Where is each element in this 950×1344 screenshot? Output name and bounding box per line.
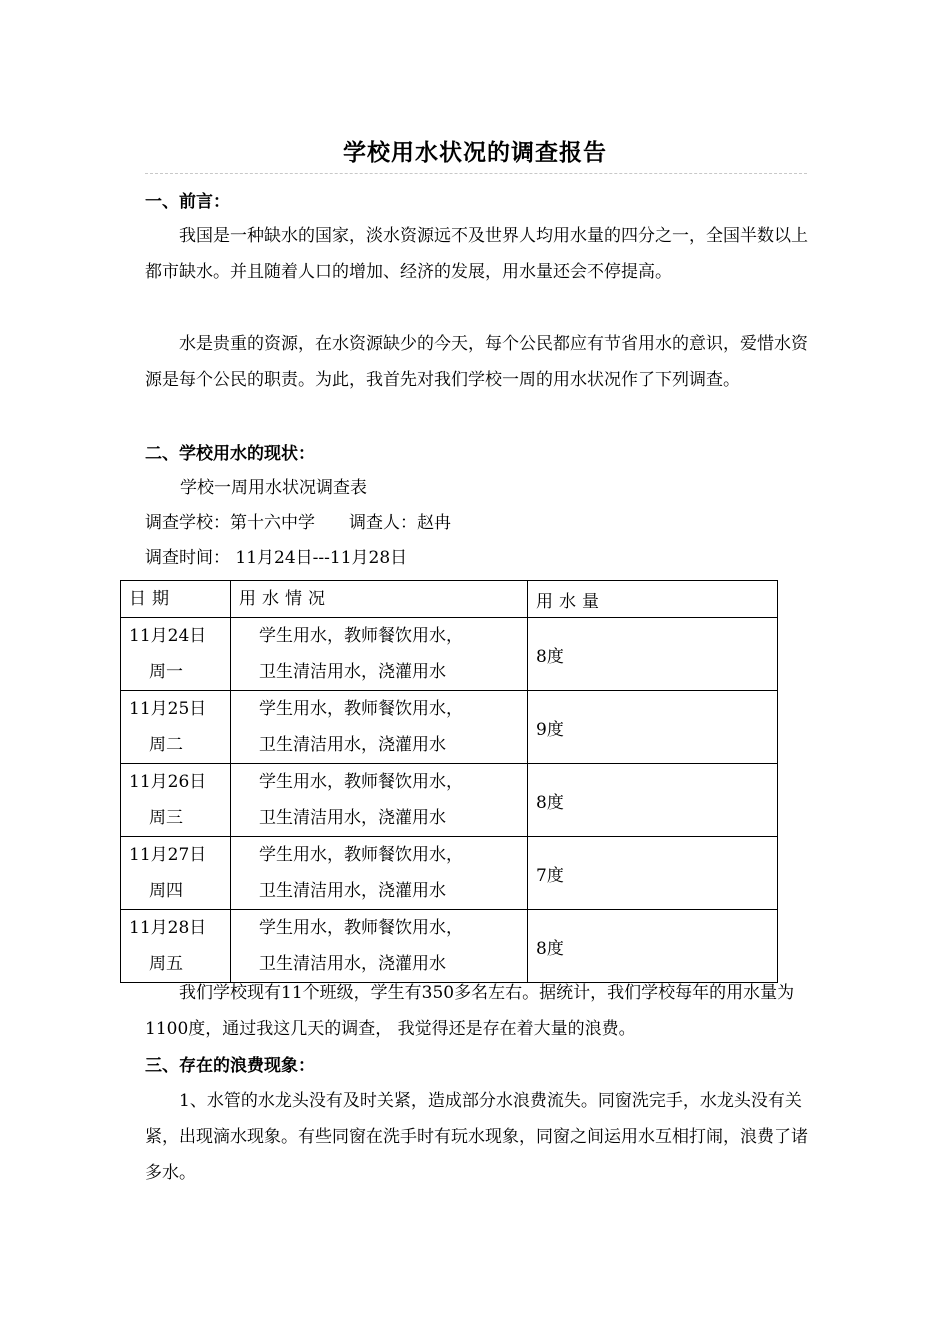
usage-line-2: 卫生清洁用水，浇灌用水 (259, 954, 446, 974)
table-header-row (121, 581, 778, 618)
date-cell (121, 618, 231, 691)
weekday-text: 周三 (149, 808, 183, 828)
weekday-text: 周一 (149, 662, 183, 682)
usage-line-2: 卫生清洁用水，浇灌用水 (259, 881, 446, 901)
amount-cell: 9度 (528, 691, 778, 764)
survey-time-line: 调查时间： 11月24日---11月28日 (145, 548, 408, 568)
usage-line-2: 卫生清洁用水，浇灌用水 (259, 735, 446, 755)
amount-cell: 8度 (528, 618, 778, 691)
usage-cell (231, 691, 528, 764)
date-cell (121, 837, 231, 910)
date-text: 11月27日 (129, 845, 207, 865)
date-cell (121, 910, 231, 983)
title-divider (145, 173, 807, 174)
table-row (121, 837, 778, 910)
date-text: 11月24日 (129, 626, 207, 646)
header-amount: 用水量 (528, 581, 778, 618)
usage-line-1: 学生用水，教师餐饮用水， (259, 918, 463, 938)
survey-school-line: 调查学校：第十六中学 调查人：赵冉 (145, 513, 451, 533)
amount-cell: 8度 (528, 764, 778, 837)
table-row (121, 910, 778, 983)
usage-line-2: 卫生清洁用水，浇灌用水 (259, 808, 446, 828)
table-row (121, 764, 778, 837)
weekday-text: 周四 (149, 881, 183, 901)
weekday-text: 周二 (149, 735, 183, 755)
section2-heading: 二、学校用水的现状： (145, 444, 315, 464)
section1-heading: 一、前言： (145, 192, 230, 212)
usage-line-1: 学生用水，教师餐饮用水， (259, 772, 463, 792)
usage-line-1: 学生用水，教师餐饮用水， (259, 845, 463, 865)
water-usage-table (120, 580, 778, 983)
section2-paragraph-after-table: 我们学校现有11个班级，学生有350多名左右。据统计，我们学校每年的用水量为1100度，通过我这几天的调查， 我觉得还是存在着大量的浪费。 (145, 983, 795, 1039)
usage-line-1: 学生用水，教师餐饮用水， (259, 626, 463, 646)
section1-paragraph-1: 我国是一种缺水的国家，淡水资源远不及世界人均用水量的四分之一，全国半数以上都市缺水。并且随着人口的增加、经济的发展，用水量还会不停提高。 (145, 226, 808, 282)
usage-cell (231, 837, 528, 910)
usage-cell (231, 618, 528, 691)
document-title: 学校用水状况的调查报告 (343, 139, 607, 166)
date-text: 11月26日 (129, 772, 207, 792)
usage-cell (231, 910, 528, 983)
date-text: 11月28日 (129, 918, 207, 938)
date-cell (121, 764, 231, 837)
usage-line-1: 学生用水，教师餐饮用水， (259, 699, 463, 719)
usage-line-2: 卫生清洁用水，浇灌用水 (259, 662, 446, 682)
table-row (121, 691, 778, 764)
table-row (121, 618, 778, 691)
amount-cell: 7度 (528, 837, 778, 910)
date-text: 11月25日 (129, 699, 207, 719)
weekday-text: 周五 (149, 954, 183, 974)
date-cell (121, 691, 231, 764)
section3-heading: 三、存在的浪费现象： (145, 1056, 315, 1076)
header-usage: 用水情况 (231, 581, 528, 618)
section3-paragraph-1: 1、水管的水龙头没有及时关紧，造成部分水浪费流失。同窗洗完手，水龙头没有关紧，出现滴水现象。有些同窗在洗手时有玩水现象，同窗之间运用水互相打闹，浪费了诸多水。 (145, 1091, 808, 1183)
amount-cell: 8度 (528, 910, 778, 983)
table-caption: 学校一周用水状况调查表 (180, 478, 367, 498)
section1-paragraph-2: 水是贵重的资源，在水资源缺少的今天，每个公民都应有节省用水的意识，爱惜水资源是每个公民的职责。为此，我首先对我们学校一周的用水状况作了下列调查。 (145, 334, 808, 390)
header-date: 日期 (121, 581, 231, 618)
usage-cell (231, 764, 528, 837)
